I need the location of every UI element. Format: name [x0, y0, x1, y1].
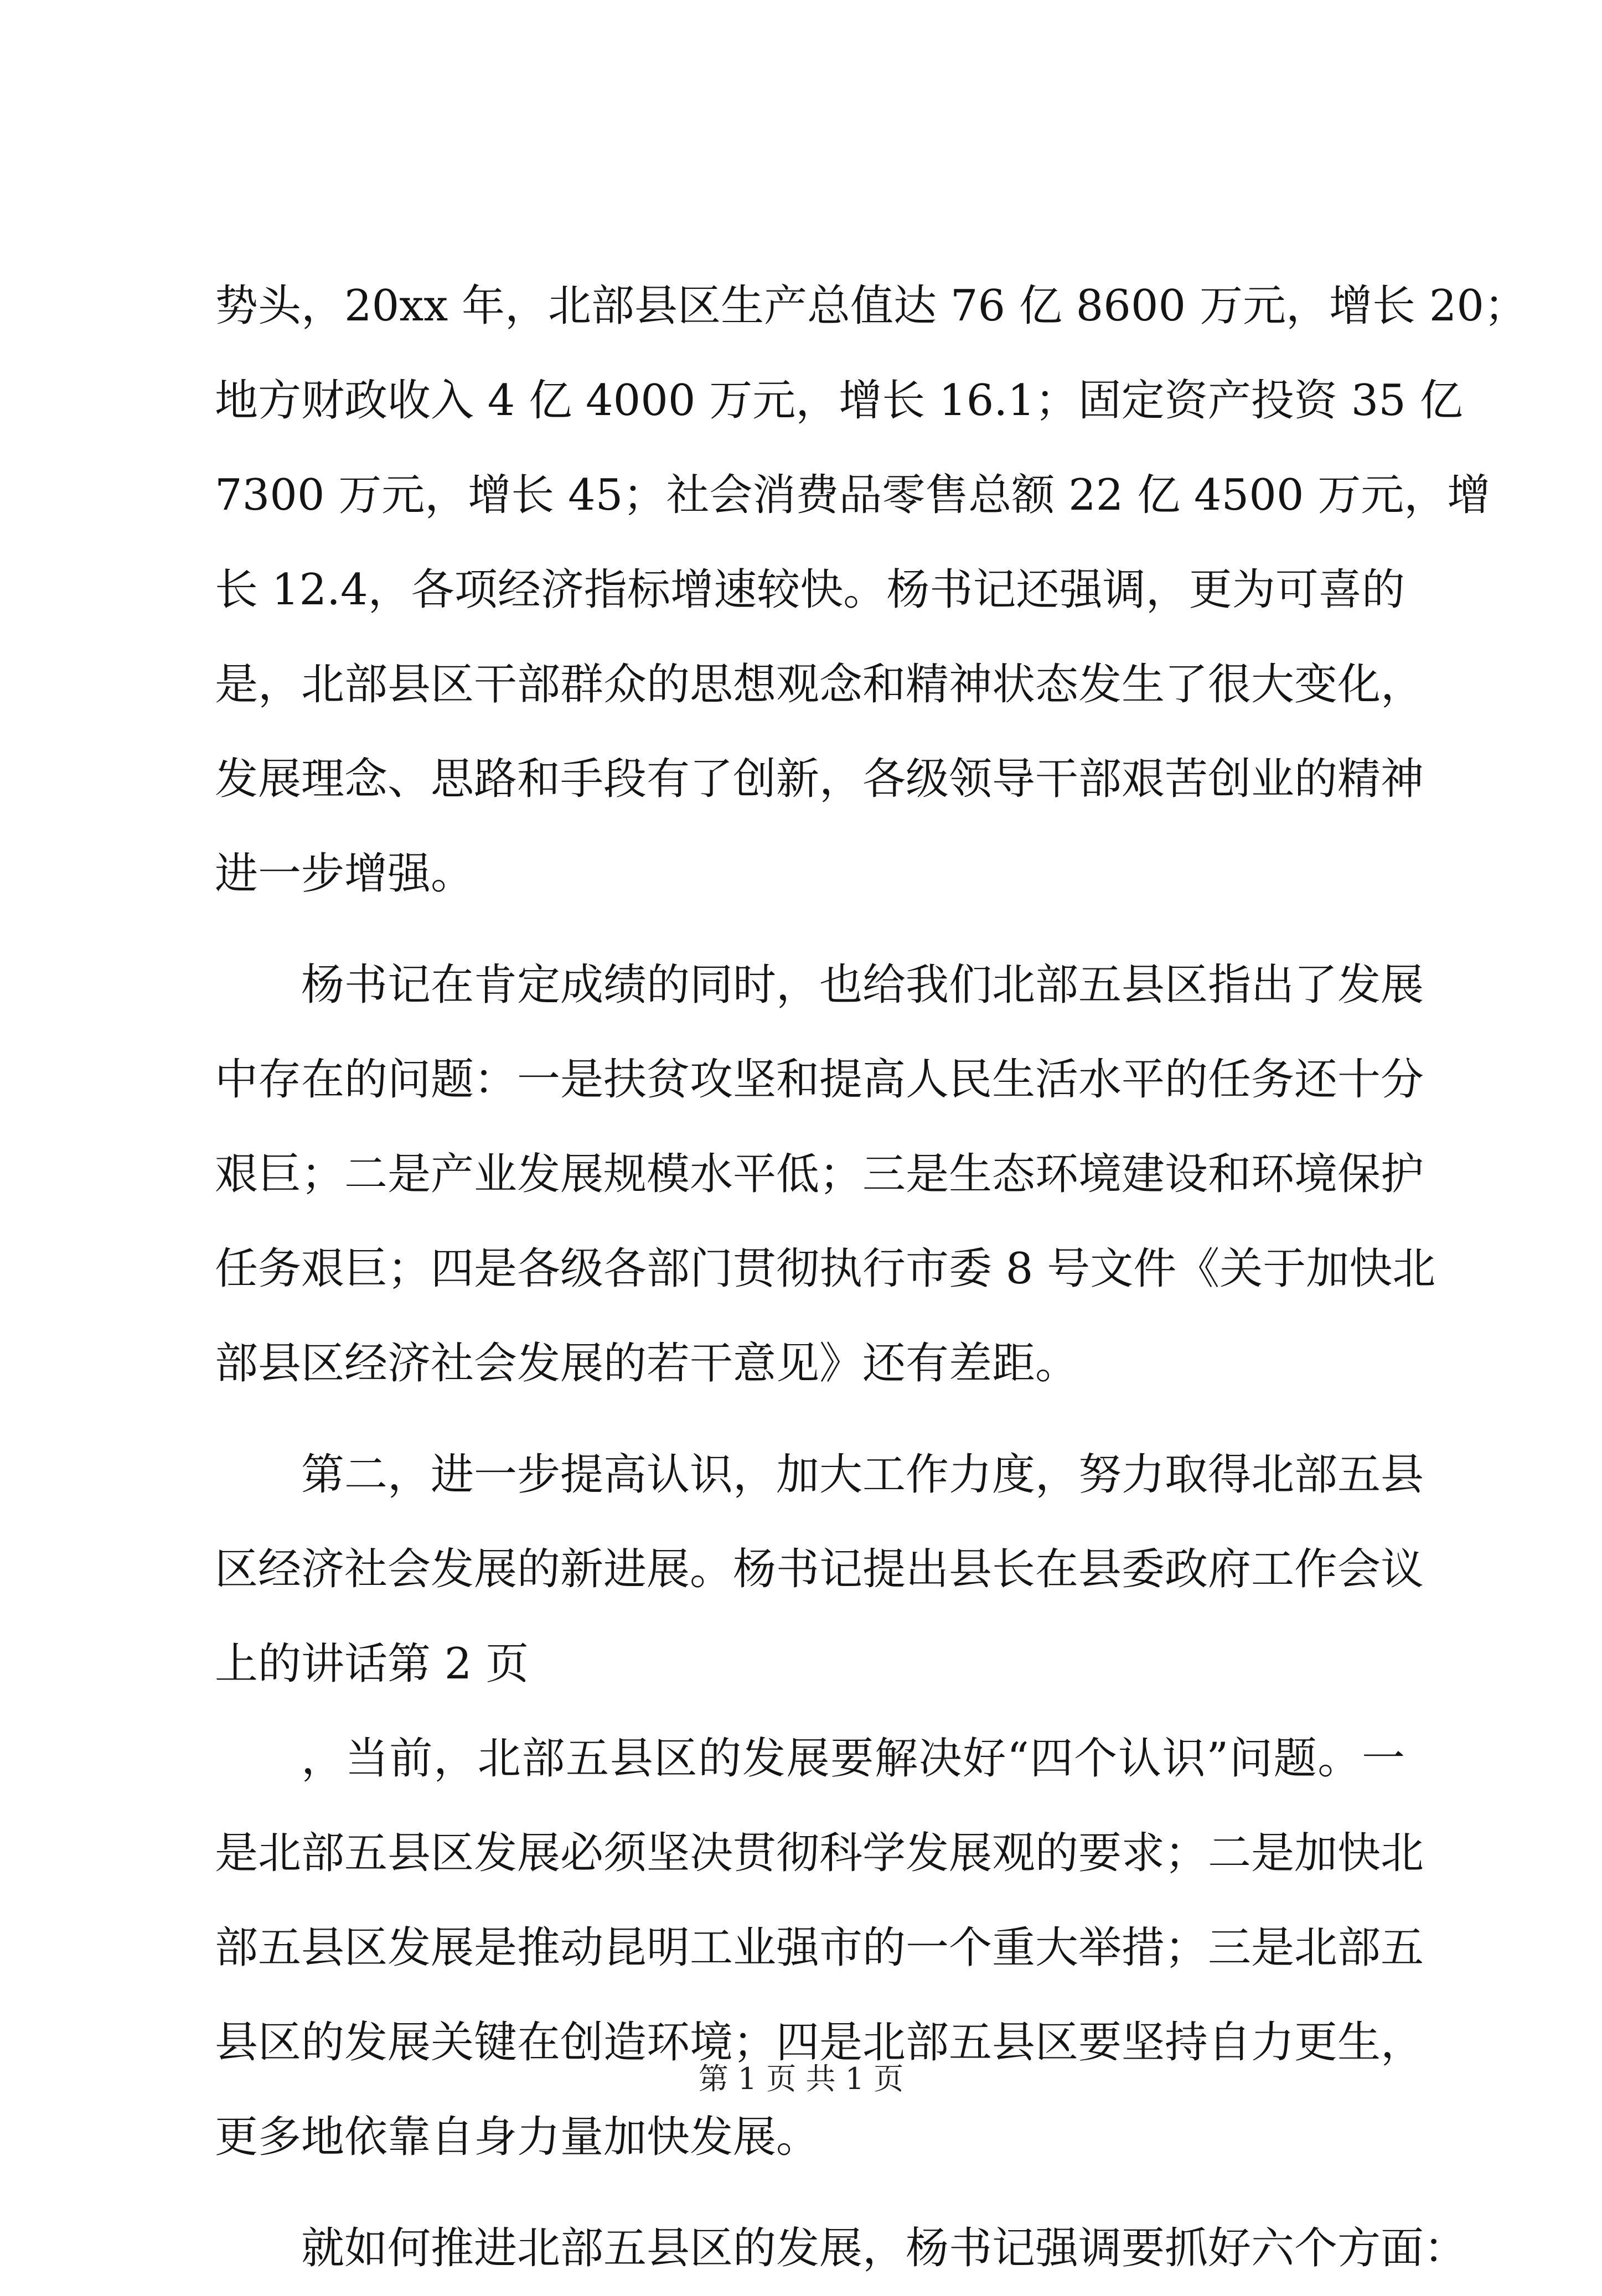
page-footer: [0, 2060, 1602, 2098]
text-line: 任务艰巨；四是各级各部门贯彻执行市委 8 号文件《关于加快北: [215, 1244, 1436, 1294]
text-line: 中存在的问题：一是扶贫攻坚和提高人民生活水平的任务还十分: [215, 1055, 1424, 1105]
paragraph-first-line: 第二，进一步提高认识，加大工作力度，努力取得北部五县: [301, 1450, 1424, 1500]
text-line: 区经济社会发展的新进展。杨书记提出县长在县委政府工作会议: [215, 1545, 1424, 1594]
text-line: 势头，20xx 年，北部县区生产总值达 76 亿 8600 万元，增长 20；: [215, 281, 1528, 331]
paragraph-first-line: 杨书记在肯定成绩的同时，也给我们北部五县区指出了发展: [301, 960, 1424, 1010]
text-line: 7300 万元，增长 45；社会消费品零售总额 22 亿 4500 万元，增: [215, 470, 1491, 520]
text-line: 是北部五县区发展必须坚决贯彻科学发展观的要求；二是加快北: [215, 1828, 1424, 1878]
page-number-label: 第 1 页 共 1 页: [698, 2061, 904, 2096]
text-line: 上的讲话第 2 页: [215, 1639, 529, 1689]
text-line: 是，北部县区干部群众的思想观念和精神状态发生了很大变化，: [215, 660, 1424, 709]
text-line: 艰巨；二是产业发展规模水平低；三是生态环境建设和环境保护: [215, 1149, 1424, 1199]
text-line: 进一步增强。: [215, 849, 474, 899]
text-line: 部五县区发展是推动昆明工业强市的一个重大举措；三是北部五: [215, 1923, 1424, 1973]
text-line: 更多地依靠自身力量加快发展。: [215, 2112, 820, 2162]
text-line: 县区的发展关键在创造环境；四是北部五县区要坚持自力更生，: [215, 2018, 1424, 2067]
paragraph-first-line: 就如何推进北部五县区的发展，杨书记强调要抓好六个方面：: [301, 2224, 1467, 2273]
text-line: 长 12.4，各项经济指标增速较快。杨书记还强调，更为可喜的: [215, 565, 1405, 615]
document-body: [215, 259, 1528, 2296]
paragraph-first-line: ，当前，北部五县区的发展要解决好“四个认识”问题。一: [301, 1734, 1405, 1784]
text-line: 部县区经济社会发展的若干意见》还有差距。: [215, 1339, 1079, 1388]
text-line: 地方财政收入 4 亿 4000 万元，增长 16.1；固定资产投资 35 亿: [215, 376, 1463, 426]
text-line: 发展理念、思路和手段有了创新，各级领导干部艰苦创业的精神: [215, 754, 1424, 804]
